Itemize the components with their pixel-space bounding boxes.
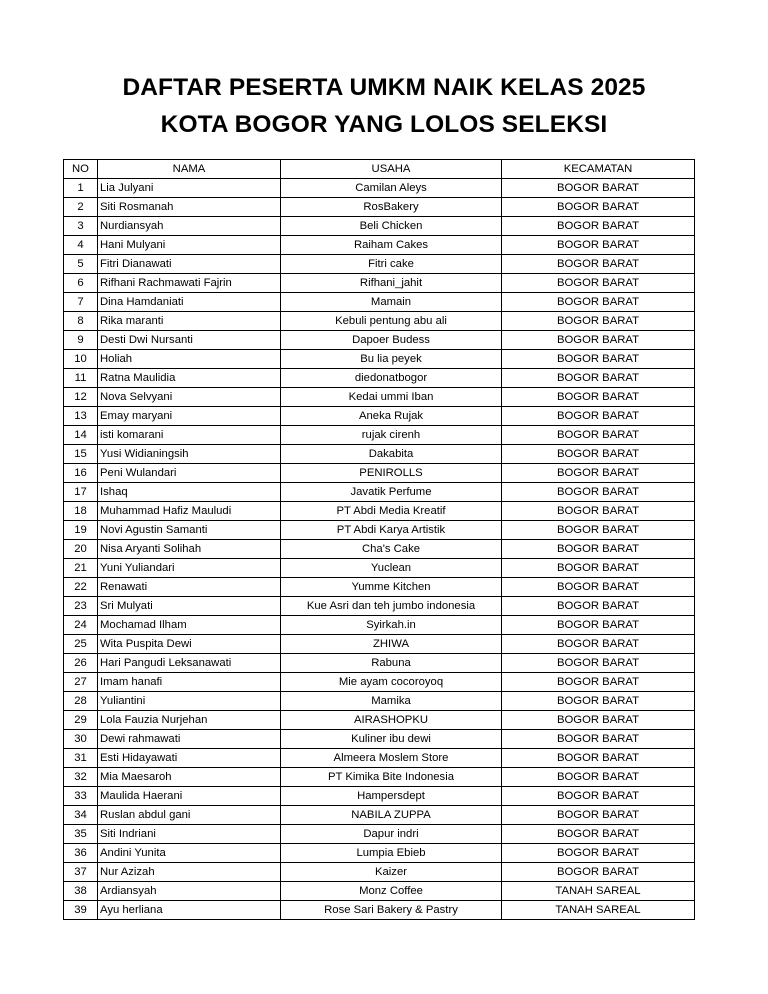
cell-nama: Rika maranti bbox=[98, 312, 281, 331]
cell-nama: Hani Mulyani bbox=[98, 236, 281, 255]
cell-usaha: Hampersdept bbox=[281, 787, 502, 806]
cell-kecamatan: BOGOR BARAT bbox=[502, 635, 695, 654]
cell-nama: Yuni Yuliandari bbox=[98, 559, 281, 578]
table-row bbox=[64, 312, 695, 331]
table-body bbox=[64, 179, 695, 920]
cell-no: 8 bbox=[64, 312, 98, 331]
cell-nama: isti komarani bbox=[98, 426, 281, 445]
cell-usaha: Kuliner ibu dewi bbox=[281, 730, 502, 749]
cell-no: 17 bbox=[64, 483, 98, 502]
cell-kecamatan: BOGOR BARAT bbox=[502, 787, 695, 806]
cell-nama: Nova Selvyani bbox=[98, 388, 281, 407]
cell-usaha: Aneka Rujak bbox=[281, 407, 502, 426]
cell-no: 2 bbox=[64, 198, 98, 217]
cell-kecamatan: BOGOR BARAT bbox=[502, 255, 695, 274]
cell-no: 24 bbox=[64, 616, 98, 635]
table-row bbox=[64, 654, 695, 673]
document-title-line2: KOTA BOGOR YANG LOLOS SELEKSI bbox=[160, 111, 608, 138]
cell-usaha: Rabuna bbox=[281, 654, 502, 673]
table-row bbox=[64, 825, 695, 844]
cell-no: 36 bbox=[64, 844, 98, 863]
cell-nama: Ayu herliana bbox=[98, 901, 281, 920]
cell-no: 7 bbox=[64, 293, 98, 312]
cell-usaha: PT Abdi Media Kreatif bbox=[281, 502, 502, 521]
cell-kecamatan: BOGOR BARAT bbox=[502, 198, 695, 217]
table-row bbox=[64, 635, 695, 654]
table-row bbox=[64, 369, 695, 388]
cell-kecamatan: BOGOR BARAT bbox=[502, 293, 695, 312]
cell-nama: Peni Wulandari bbox=[98, 464, 281, 483]
cell-nama: Siti Indriani bbox=[98, 825, 281, 844]
cell-kecamatan: BOGOR BARAT bbox=[502, 559, 695, 578]
table-row bbox=[64, 901, 695, 920]
cell-nama: Yuliantini bbox=[98, 692, 281, 711]
cell-nama: Sri Mulyati bbox=[98, 597, 281, 616]
cell-kecamatan: TANAH SAREAL bbox=[502, 901, 695, 920]
table-row bbox=[64, 483, 695, 502]
cell-usaha: Monz Coffee bbox=[281, 882, 502, 901]
cell-no: 5 bbox=[64, 255, 98, 274]
cell-nama: Fitri Dianawati bbox=[98, 255, 281, 274]
cell-no: 38 bbox=[64, 882, 98, 901]
cell-no: 15 bbox=[64, 445, 98, 464]
cell-nama: Maulida Haerani bbox=[98, 787, 281, 806]
cell-kecamatan: BOGOR BARAT bbox=[502, 616, 695, 635]
cell-usaha: Almeera Moslem Store bbox=[281, 749, 502, 768]
cell-nama: Ratna Maulidia bbox=[98, 369, 281, 388]
cell-nama: Imam hanafi bbox=[98, 673, 281, 692]
table-row bbox=[64, 217, 695, 236]
cell-no: 37 bbox=[64, 863, 98, 882]
cell-nama: Mochamad Ilham bbox=[98, 616, 281, 635]
cell-kecamatan: BOGOR BARAT bbox=[502, 768, 695, 787]
table-row bbox=[64, 711, 695, 730]
cell-no: 4 bbox=[64, 236, 98, 255]
cell-nama: Lola Fauzia Nurjehan bbox=[98, 711, 281, 730]
cell-no: 39 bbox=[64, 901, 98, 920]
cell-nama: Novi Agustin Samanti bbox=[98, 521, 281, 540]
cell-no: 13 bbox=[64, 407, 98, 426]
cell-usaha: PT Kimika Bite Indonesia bbox=[281, 768, 502, 787]
cell-kecamatan: BOGOR BARAT bbox=[502, 274, 695, 293]
cell-nama: Wita Puspita Dewi bbox=[98, 635, 281, 654]
cell-kecamatan: BOGOR BARAT bbox=[502, 350, 695, 369]
table-row bbox=[64, 540, 695, 559]
cell-nama: Dina Hamdaniati bbox=[98, 293, 281, 312]
cell-kecamatan: BOGOR BARAT bbox=[502, 312, 695, 331]
participants-table bbox=[63, 159, 695, 920]
cell-nama: Hari Pangudi Leksanawati bbox=[98, 654, 281, 673]
cell-kecamatan: BOGOR BARAT bbox=[502, 749, 695, 768]
cell-usaha: Mamain bbox=[281, 293, 502, 312]
table-row bbox=[64, 768, 695, 787]
table-row bbox=[64, 331, 695, 350]
cell-kecamatan: BOGOR BARAT bbox=[502, 825, 695, 844]
cell-kecamatan: BOGOR BARAT bbox=[502, 445, 695, 464]
cell-no: 9 bbox=[64, 331, 98, 350]
cell-no: 31 bbox=[64, 749, 98, 768]
cell-no: 1 bbox=[64, 179, 98, 198]
cell-kecamatan: BOGOR BARAT bbox=[502, 388, 695, 407]
cell-kecamatan: BOGOR BARAT bbox=[502, 844, 695, 863]
cell-kecamatan: BOGOR BARAT bbox=[502, 597, 695, 616]
table-row bbox=[64, 730, 695, 749]
cell-usaha: Bu lia peyek bbox=[281, 350, 502, 369]
table-row bbox=[64, 407, 695, 426]
document-title-line1: DAFTAR PESERTA UMKM NAIK KELAS 2025 bbox=[122, 74, 646, 101]
table-row bbox=[64, 198, 695, 217]
cell-nama: Yusi Widianingsih bbox=[98, 445, 281, 464]
cell-nama: Nisa Aryanti Solihah bbox=[98, 540, 281, 559]
cell-no: 26 bbox=[64, 654, 98, 673]
cell-usaha: Yuclean bbox=[281, 559, 502, 578]
table-row bbox=[64, 236, 695, 255]
cell-nama: Nur Azizah bbox=[98, 863, 281, 882]
cell-nama: Muhammad Hafiz Mauludi bbox=[98, 502, 281, 521]
table-row bbox=[64, 844, 695, 863]
cell-kecamatan: BOGOR BARAT bbox=[502, 863, 695, 882]
cell-no: 16 bbox=[64, 464, 98, 483]
cell-usaha: Syirkah.in bbox=[281, 616, 502, 635]
table-row bbox=[64, 559, 695, 578]
header-nama: NAMA bbox=[98, 160, 281, 179]
cell-no: 29 bbox=[64, 711, 98, 730]
cell-no: 33 bbox=[64, 787, 98, 806]
header-kecamatan: KECAMATAN bbox=[502, 160, 695, 179]
cell-kecamatan: BOGOR BARAT bbox=[502, 369, 695, 388]
cell-usaha: AIRASHOPKU bbox=[281, 711, 502, 730]
cell-nama: Siti Rosmanah bbox=[98, 198, 281, 217]
cell-usaha: Dapur indri bbox=[281, 825, 502, 844]
cell-kecamatan: BOGOR BARAT bbox=[502, 217, 695, 236]
cell-usaha: Kaizer bbox=[281, 863, 502, 882]
cell-kecamatan: BOGOR BARAT bbox=[502, 540, 695, 559]
cell-kecamatan: BOGOR BARAT bbox=[502, 331, 695, 350]
table-row bbox=[64, 274, 695, 293]
table-header-row bbox=[64, 160, 695, 179]
cell-usaha: Fitri cake bbox=[281, 255, 502, 274]
cell-nama: Renawati bbox=[98, 578, 281, 597]
cell-usaha: Dakabita bbox=[281, 445, 502, 464]
cell-no: 3 bbox=[64, 217, 98, 236]
table-row bbox=[64, 255, 695, 274]
cell-usaha: Rose Sari Bakery & Pastry bbox=[281, 901, 502, 920]
cell-usaha: Mamika bbox=[281, 692, 502, 711]
table-row bbox=[64, 616, 695, 635]
table-row bbox=[64, 445, 695, 464]
cell-usaha: ZHIWA bbox=[281, 635, 502, 654]
header-usaha: USAHA bbox=[281, 160, 502, 179]
cell-usaha: PENIROLLS bbox=[281, 464, 502, 483]
cell-no: 28 bbox=[64, 692, 98, 711]
cell-no: 34 bbox=[64, 806, 98, 825]
cell-nama: Ardiansyah bbox=[98, 882, 281, 901]
cell-nama: Esti Hidayawati bbox=[98, 749, 281, 768]
cell-nama: Ruslan abdul gani bbox=[98, 806, 281, 825]
table-row bbox=[64, 179, 695, 198]
cell-usaha: Kebuli pentung abu ali bbox=[281, 312, 502, 331]
table-row bbox=[64, 882, 695, 901]
table-row bbox=[64, 749, 695, 768]
cell-usaha: rujak cirenh bbox=[281, 426, 502, 445]
cell-usaha: Cha's Cake bbox=[281, 540, 502, 559]
cell-kecamatan: BOGOR BARAT bbox=[502, 483, 695, 502]
table-row bbox=[64, 597, 695, 616]
cell-no: 22 bbox=[64, 578, 98, 597]
cell-nama: Dewi rahmawati bbox=[98, 730, 281, 749]
cell-no: 21 bbox=[64, 559, 98, 578]
cell-nama: Mia Maesaroh bbox=[98, 768, 281, 787]
table-row bbox=[64, 863, 695, 882]
cell-usaha: RosBakery bbox=[281, 198, 502, 217]
cell-usaha: diedonatbogor bbox=[281, 369, 502, 388]
cell-kecamatan: BOGOR BARAT bbox=[502, 521, 695, 540]
table-row bbox=[64, 692, 695, 711]
cell-no: 14 bbox=[64, 426, 98, 445]
cell-no: 30 bbox=[64, 730, 98, 749]
table-row bbox=[64, 293, 695, 312]
cell-kecamatan: BOGOR BARAT bbox=[502, 673, 695, 692]
cell-kecamatan: BOGOR BARAT bbox=[502, 407, 695, 426]
table-row bbox=[64, 521, 695, 540]
cell-kecamatan: BOGOR BARAT bbox=[502, 236, 695, 255]
cell-kecamatan: BOGOR BARAT bbox=[502, 179, 695, 198]
table-row bbox=[64, 787, 695, 806]
cell-kecamatan: BOGOR BARAT bbox=[502, 692, 695, 711]
table-row bbox=[64, 350, 695, 369]
cell-usaha: Raiham Cakes bbox=[281, 236, 502, 255]
cell-no: 18 bbox=[64, 502, 98, 521]
cell-kecamatan: BOGOR BARAT bbox=[502, 711, 695, 730]
cell-kecamatan: BOGOR BARAT bbox=[502, 502, 695, 521]
cell-nama: Rifhani Rachmawati Fajrin bbox=[98, 274, 281, 293]
cell-kecamatan: BOGOR BARAT bbox=[502, 730, 695, 749]
cell-kecamatan: BOGOR BARAT bbox=[502, 654, 695, 673]
cell-usaha: Camilan Aleys bbox=[281, 179, 502, 198]
cell-kecamatan: BOGOR BARAT bbox=[502, 426, 695, 445]
table-row bbox=[64, 388, 695, 407]
cell-no: 10 bbox=[64, 350, 98, 369]
cell-no: 20 bbox=[64, 540, 98, 559]
cell-usaha: Kedai ummi Iban bbox=[281, 388, 502, 407]
cell-usaha: Rifhani_jahit bbox=[281, 274, 502, 293]
table-row bbox=[64, 426, 695, 445]
cell-usaha: Lumpia Ebieb bbox=[281, 844, 502, 863]
cell-no: 19 bbox=[64, 521, 98, 540]
cell-usaha: Yumme Kitchen bbox=[281, 578, 502, 597]
table-row bbox=[64, 464, 695, 483]
cell-no: 6 bbox=[64, 274, 98, 293]
cell-no: 27 bbox=[64, 673, 98, 692]
cell-no: 25 bbox=[64, 635, 98, 654]
cell-nama: Holiah bbox=[98, 350, 281, 369]
cell-usaha: Beli Chicken bbox=[281, 217, 502, 236]
cell-nama: Ishaq bbox=[98, 483, 281, 502]
cell-nama: Nurdiansyah bbox=[98, 217, 281, 236]
cell-nama: Desti Dwi Nursanti bbox=[98, 331, 281, 350]
cell-kecamatan: BOGOR BARAT bbox=[502, 578, 695, 597]
table-row bbox=[64, 806, 695, 825]
cell-nama: Lia Julyani bbox=[98, 179, 281, 198]
cell-no: 11 bbox=[64, 369, 98, 388]
cell-no: 35 bbox=[64, 825, 98, 844]
table-row bbox=[64, 673, 695, 692]
cell-usaha: Dapoer Budess bbox=[281, 331, 502, 350]
cell-usaha: NABILA ZUPPA bbox=[281, 806, 502, 825]
cell-usaha: Mie ayam cocoroyoq bbox=[281, 673, 502, 692]
cell-kecamatan: TANAH SAREAL bbox=[502, 882, 695, 901]
cell-no: 23 bbox=[64, 597, 98, 616]
table-row bbox=[64, 502, 695, 521]
cell-usaha: Javatik Perfume bbox=[281, 483, 502, 502]
cell-no: 12 bbox=[64, 388, 98, 407]
cell-kecamatan: BOGOR BARAT bbox=[502, 806, 695, 825]
cell-usaha: Kue Asri dan teh jumbo indonesia bbox=[281, 597, 502, 616]
header-no: NO bbox=[64, 160, 98, 179]
cell-nama: Emay maryani bbox=[98, 407, 281, 426]
cell-nama: Andini Yunita bbox=[98, 844, 281, 863]
table-row bbox=[64, 578, 695, 597]
cell-kecamatan: BOGOR BARAT bbox=[502, 464, 695, 483]
cell-no: 32 bbox=[64, 768, 98, 787]
cell-usaha: PT Abdi Karya Artistik bbox=[281, 521, 502, 540]
